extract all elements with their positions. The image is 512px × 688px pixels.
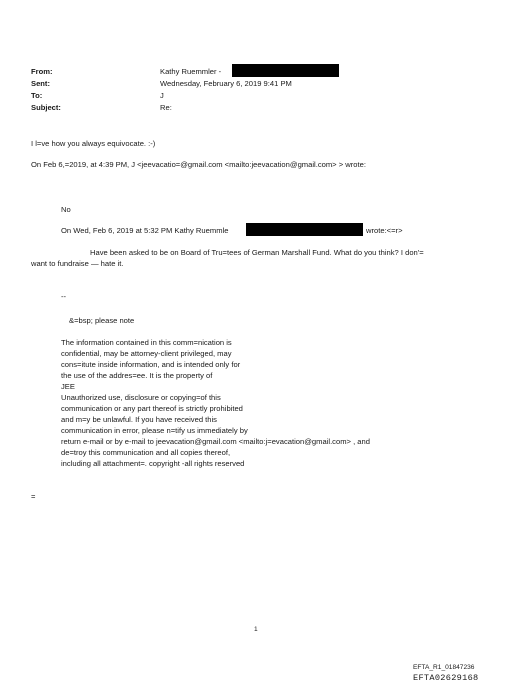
body-line-2: On Feb 6,=2019, at 4:39 PM, J <jeevacatio=@gmail.com <mailto:jeevacation@gmail.com> > wrote: (31, 160, 366, 169)
disclaimer-line: and m=y be unlawful. If you have received this (61, 415, 217, 424)
quote-header-start: On Wed, Feb 6, 2019 at 5:32 PM Kathy Ruemmle (61, 226, 229, 235)
signature-dashes: -- (61, 292, 67, 301)
body-line-1: I l=ve how you always equivocate. :-) (31, 139, 156, 148)
disclaimer-line: de=troy this communication and all copies thereof, (61, 448, 231, 457)
to-label: To: (31, 91, 43, 100)
disclaimer-line: communication in error, please n=tify us immediately by (61, 426, 248, 435)
reply-no: No (61, 205, 71, 214)
trailing-equals: = (31, 492, 36, 501)
sent-label: Sent: (31, 79, 50, 88)
disclaimer-line: JEE (61, 382, 75, 391)
disclaimer-line: the use of the addres=ee. It is the property of (61, 371, 213, 380)
quote-header-end: wrote:<=r> (366, 226, 403, 235)
bates-stamp-2: EFTA02629168 (413, 673, 479, 683)
page-number: 1 (254, 626, 258, 633)
disclaimer-line: Unauthorized use, disclosure or copying=of this (61, 393, 221, 402)
disclaimer-line: return e-mail or by e-mail to jeevacation@gmail.com <mailto:j=evacation@gmail.com> , and (61, 437, 370, 446)
subject-value: Re: (160, 103, 172, 112)
redaction-box-quote (246, 223, 363, 236)
to-value: J (160, 91, 164, 100)
sent-value: Wednesday, February 6, 2019 9:41 PM (160, 79, 292, 88)
subject-label: Subject: (31, 103, 61, 112)
quoted-paragraph-line-1: Have been asked to be on Board of Tru=tees of German Marshall Fund. What do you think? I don'= (90, 248, 424, 257)
bates-stamp-1: EFTA_R1_01847236 (413, 664, 475, 671)
quoted-paragraph-line-2: want to fundraise — hate it. (31, 259, 124, 268)
from-value: Kathy Ruemmler - (160, 67, 222, 76)
disclaimer-line: confidential, may be attorney-client privileged, may (61, 349, 232, 358)
redaction-box-from (232, 64, 339, 77)
disclaimer-line: The information contained in this comm=nication is (61, 338, 232, 347)
from-label: From: (31, 67, 53, 76)
disclaimer-line: cons=itute inside information, and is intended only for (61, 360, 241, 369)
disclaimer-line: including all attachment=. copyright -all rights reserved (61, 459, 245, 468)
disclaimer-line: communication or any part thereof is strictly prohibited (61, 404, 243, 413)
please-note-line: &=bsp; please note (69, 316, 135, 325)
